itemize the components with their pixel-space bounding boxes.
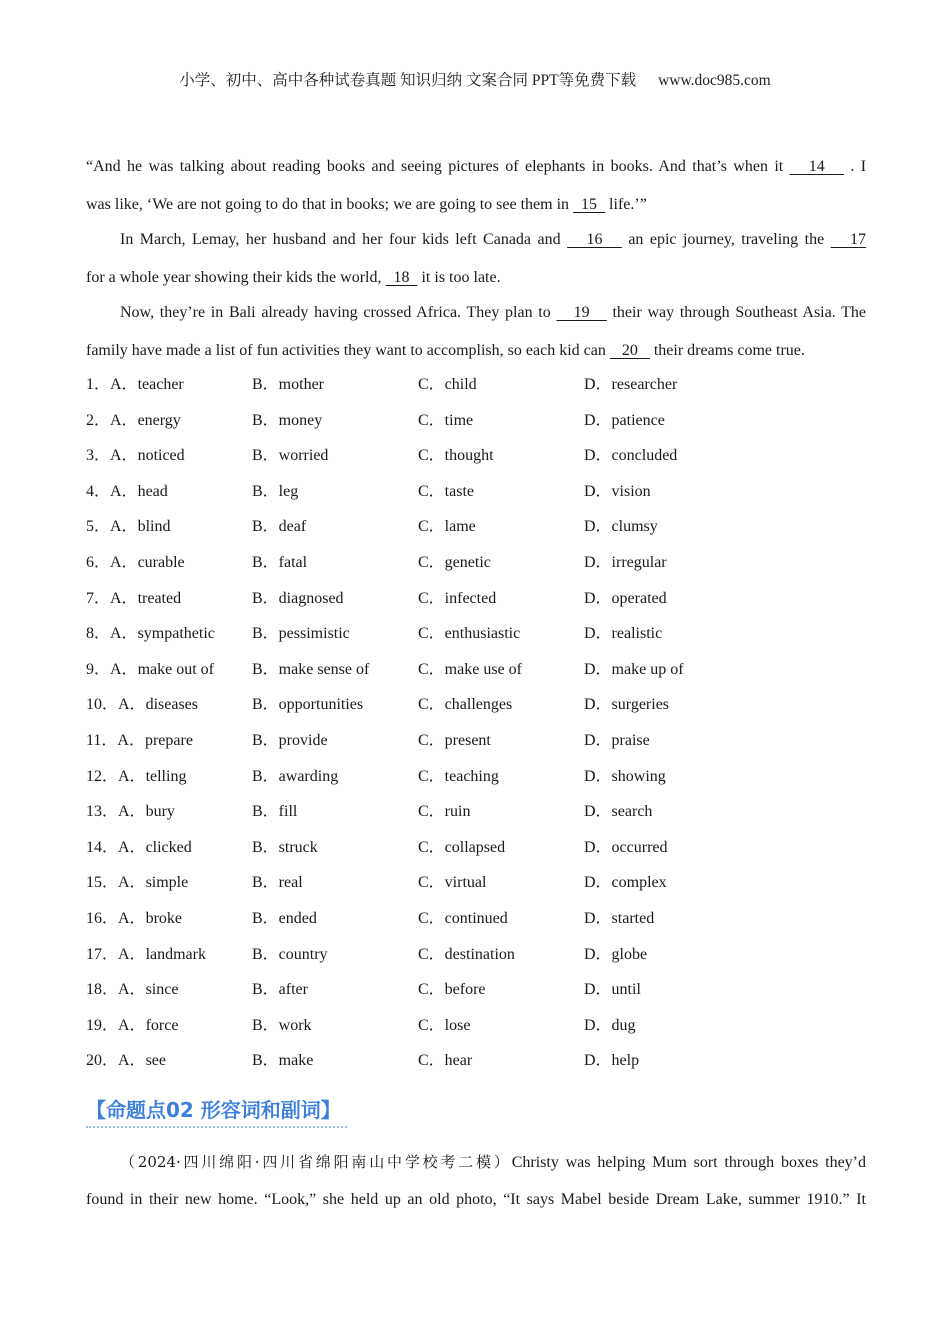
option-text: B．struck [252,839,318,856]
option-a [86,481,168,503]
option-d [584,1015,636,1037]
option-text: D．make up of [584,661,684,678]
option-text: teacher [137,376,184,393]
question-row [86,766,866,788]
question-row [86,1015,866,1037]
option-b [252,872,303,894]
option-c [418,481,474,503]
question-number: 7．A． [86,590,138,607]
question-number: 3．A． [86,447,138,464]
option-text: D．help [584,1052,640,1069]
question-row [86,944,866,966]
question-number: 18．A． [86,981,146,998]
option-d [584,552,667,574]
question-number: 12．A． [86,768,146,785]
option-text: bury [145,803,175,820]
option-b [252,659,369,681]
option-b [252,766,338,788]
option-text: C．taste [418,483,474,500]
option-c [418,410,473,432]
question-row [86,588,866,610]
option-text: sympathetic [137,625,215,642]
question-number: 20．A． [86,1052,146,1069]
option-text: B．opportunities [252,696,364,713]
question-number: 5．A． [86,518,138,535]
option-text: D．patience [584,412,665,429]
option-text: energy [137,412,181,429]
option-text: B．worried [252,447,329,464]
header-site: www.doc985.com [658,72,771,89]
option-text: C．destination [418,946,515,963]
option-text: simple [145,874,189,891]
option-text: D．clumsy [584,518,658,535]
option-text: noticed [137,447,185,464]
option-text: B．diagnosed [252,590,344,607]
option-text: D．search [584,803,653,820]
option-text: D．operated [584,590,667,607]
option-d [584,623,662,645]
option-d [584,837,668,859]
option-b [252,588,344,610]
option-a [86,979,178,1001]
option-a [86,516,170,538]
option-d [584,410,665,432]
option-text: D．dug [584,1017,636,1034]
question-row [86,908,866,930]
blank-20: 20 [609,342,650,359]
option-a [86,374,184,396]
question-number: 10．A． [86,696,146,713]
option-text: C．ruin [418,803,471,820]
header-text: 小学、初中、高中各种试卷真题 知识归纳 文案合同 PPT等免费下载 [179,72,637,89]
option-c [418,872,486,894]
question-row [86,516,866,538]
question-number: 13．A． [86,803,146,820]
source-note: （2024·四川绵阳·四川省绵阳南山中学校考二模） [120,1153,512,1171]
option-text: landmark [145,946,206,963]
option-text: B．work [252,1017,312,1034]
option-text: C．hear [418,1052,473,1069]
option-text: force [145,1017,179,1034]
option-a [86,944,206,966]
option-b [252,410,322,432]
option-d [584,659,684,681]
page-header [0,68,950,90]
option-b [252,801,297,823]
option-text: clicked [145,839,192,856]
option-text: C．continued [418,910,508,927]
option-text: D．surgeries [584,696,670,713]
option-text: prepare [144,732,193,749]
option-b [252,1050,313,1072]
option-a [86,766,186,788]
option-c [418,1050,472,1072]
option-d [584,801,652,823]
option-d [584,872,667,894]
question-row [86,801,866,823]
option-c [418,374,477,396]
option-a [86,1050,166,1072]
option-d [584,588,667,610]
option-text: C．enthusiastic [418,625,521,642]
option-text: D．praise [584,732,650,749]
option-text: C．make use of [418,661,522,678]
option-b [252,481,298,503]
option-d [584,374,677,396]
option-text: C．thought [418,447,494,464]
question-row [86,694,866,716]
option-text: B．fatal [252,554,308,571]
option-d [584,766,666,788]
option-b [252,694,363,716]
option-c [418,552,491,574]
passage-line: In March, Lemay, her husband and her four kids left Canada and 16 an epic journey, traveling the 17 [120,231,867,248]
passage-line: Now, they’re in Bali already having crossed Africa. They plan to 19 their way through Southeast Asia. The [120,304,867,321]
question-row [86,623,866,645]
option-text: telling [145,768,187,785]
option-text: D．complex [584,874,667,891]
option-c [418,944,515,966]
option-d [584,516,658,538]
option-text: B．provide [252,732,328,749]
option-d [584,1050,639,1072]
passage-line: family have made a list of fun activities they want to accomplish, so each kid can 20 their dreams come true. [86,342,805,359]
option-text: C．child [418,376,477,393]
passage-line: was like, ‘We are not going to do that in books; we are going to see them in 15 life.’” [86,196,647,213]
option-a [86,445,185,467]
option-text: C．lame [418,518,476,535]
option-text: D．started [584,910,655,927]
question-number: 15．A． [86,874,146,891]
option-d [584,445,677,467]
option-text: D．until [584,981,641,998]
option-c [418,908,508,930]
option-text: C．virtual [418,874,487,891]
question-row [86,1050,866,1072]
question-row [86,445,866,467]
option-c [418,445,494,467]
question-number: 16．A． [86,910,146,927]
option-d [584,944,647,966]
option-text: D．researcher [584,376,678,393]
option-text: C．infected [418,590,497,607]
question-number: 8．A． [86,625,138,642]
option-a [86,623,215,645]
option-c [418,659,522,681]
option-text: B．make [252,1052,314,1069]
option-text: see [145,1052,166,1069]
option-text: B．deaf [252,518,307,535]
option-text: C．teaching [418,768,499,785]
passage-line: found in their new home. “Look,” she held up an old photo, “It says Mabel beside Dream Lake, summer 1910.” It [86,1191,866,1208]
option-text: B．mother [252,376,324,393]
question-number: 19．A． [86,1017,146,1034]
passage-line: for a whole year showing their kids the world, 18 it is too late. [86,269,501,286]
option-text: since [145,981,179,998]
option-text: C．present [418,732,491,749]
option-b [252,516,306,538]
option-d [584,694,669,716]
option-text: B．make sense of [252,661,370,678]
option-c [418,730,491,752]
option-d [584,908,654,930]
question-row [86,552,866,574]
option-b [252,944,328,966]
option-text: B．leg [252,483,299,500]
option-c [418,801,470,823]
option-a [86,694,198,716]
question-row [86,837,866,859]
blank-16: 16 [567,231,622,248]
question-number: 14．A． [86,839,146,856]
option-text: B．ended [252,910,317,927]
option-c [418,694,512,716]
question-row [86,730,866,752]
option-text: B．money [252,412,323,429]
option-a [86,588,181,610]
option-text: D．vision [584,483,651,500]
section-title: 【命题点02 形容词和副词】 [86,1094,347,1128]
question-number: 1．A． [86,376,138,393]
option-c [418,516,476,538]
option-text: B．real [252,874,303,891]
question-number: 11．A． [86,732,145,749]
passage-line: （2024·四川绵阳·四川省绵阳南山中学校考二模）Christy was helping Mum sort through boxes they’d [120,1153,867,1171]
passage-line: “And he was talking about reading books and seeing pictures of elephants in books. And that’s when it 14 . I [86,158,867,175]
option-text: C．time [418,412,474,429]
option-text: D．concluded [584,447,678,464]
option-a [86,872,188,894]
option-a [86,1015,178,1037]
option-a [86,908,182,930]
option-text: C．lose [418,1017,471,1034]
option-text: C．genetic [418,554,491,571]
option-d [584,730,650,752]
blank-18: 18 [385,269,418,286]
option-text: D．occurred [584,839,668,856]
option-b [252,1015,312,1037]
option-c [418,1015,470,1037]
question-number: 6．A． [86,554,138,571]
option-c [418,766,499,788]
question-row [86,481,866,503]
option-text: D．irregular [584,554,667,571]
option-a [86,837,192,859]
option-b [252,552,307,574]
question-row [86,410,866,432]
option-text: B．awarding [252,768,339,785]
blank-14: 14 [789,158,844,175]
option-a [86,659,214,681]
option-c [418,837,505,859]
option-b [252,374,324,396]
option-text: broke [145,910,182,927]
option-text: D．showing [584,768,666,785]
option-text: B．fill [252,803,298,820]
blank-19: 19 [556,304,607,321]
option-text: C．collapsed [418,839,506,856]
blank-17: 17 [830,231,867,248]
question-number: 9．A． [86,661,138,678]
option-b [252,837,318,859]
option-text: D．realistic [584,625,663,642]
question-row [86,979,866,1001]
option-b [252,908,317,930]
question-row [86,659,866,681]
question-number: 2．A． [86,412,138,429]
option-text: diseases [145,696,198,713]
option-a [86,410,181,432]
option-c [418,623,520,645]
question-row [86,374,866,396]
blank-15: 15 [573,196,606,213]
option-text: B．country [252,946,328,963]
option-b [252,730,328,752]
option-a [86,552,185,574]
option-text: C．challenges [418,696,513,713]
question-row [86,872,866,894]
option-text: B．after [252,981,308,998]
option-text: blind [137,518,171,535]
option-text: head [137,483,168,500]
option-text: B．pessimistic [252,625,350,642]
option-text: C．before [418,981,486,998]
option-text: make out of [137,661,214,678]
option-b [252,445,328,467]
option-b [252,979,308,1001]
option-text: treated [137,590,182,607]
option-d [584,481,651,503]
option-c [418,588,496,610]
option-c [418,979,486,1001]
option-d [584,979,641,1001]
question-number: 17．A． [86,946,146,963]
option-a [86,801,175,823]
option-b [252,623,350,645]
option-text: curable [137,554,185,571]
option-text: D．globe [584,946,648,963]
option-a [86,730,193,752]
question-number: 4．A． [86,483,138,500]
